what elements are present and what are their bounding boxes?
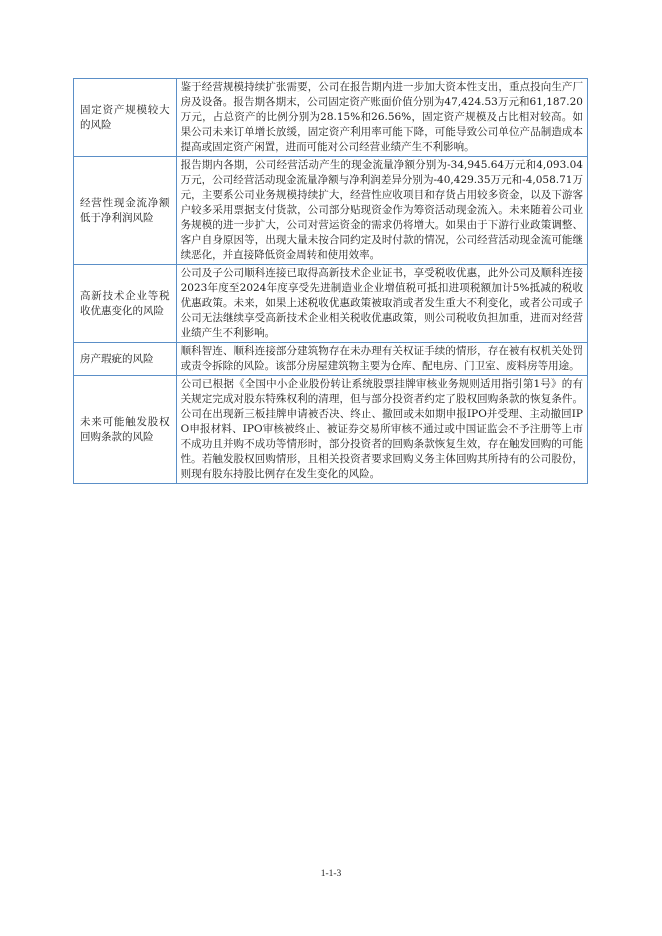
table-row: [74, 376, 588, 484]
page-number: 1-1-3: [320, 869, 342, 879]
risk-description-cell: 公司已根据《全国中小企业股份转让系统股票挂牌审核业务规则适用指引第1号》的有关规定完成对股东特殊权利的清理，但与部分投资者约定了股权回购条款的恢复条件。公司在出现新三板挂牌申请被否决、终止、撤回或未如期申报IPO并受理、主动撤回IPO申报材料、IPO审核被终止、被证券交易所审核不通过或中国证监会不予注册等上市不成功且并购不成功等情形时，部分投资者的回购条款恢复生效，存在触发回购的可能性。若触发股权回购情形，且相关投资者要求回购义务主体回购其所持有的公司股份，则现有股东持股比例存在发生变化的风险。: [176, 376, 587, 484]
risk-factor-table: [73, 78, 588, 484]
risk-description-cell: 鉴于经营规模持续扩张需要，公司在报告期内进一步加大资本性支出，重点投向生产厂房及设备。报告期各期末，公司固定资产账面价值分别为47,424.53万元和61,187.20万元，占总资产的比例分别为28.15%和26.56%，固定资产规模及占比相对较高。如果公司未来订单增长放缓，固定资产利用率可能下降，可能导致公司单位产品制造成本提高或固定资产闲置，进而可能对公司经营业绩产生不利影响。: [176, 79, 587, 157]
table-row: [74, 343, 588, 376]
risk-description-cell: 顺科智连、顺科连接部分建筑物存在未办理有关权证手续的情形，存在被有权机关处罚或责令拆除的风险。该部分房屋建筑物主要为仓库、配电房、门卫室、废料房等用途。: [176, 343, 587, 376]
table-row: [74, 79, 588, 157]
table-row: [74, 265, 588, 343]
risk-name-cell: 未来可能触发股权回购条款的风险: [74, 376, 177, 484]
risk-description-cell: 公司及子公司顺科连接已取得高新技术企业证书，享受税收优惠，此外公司及顺科连接2023年度至2024年度享受先进制造业企业增值税可抵扣进项税额加计5%抵减的税收优惠政策。未来，如果上述税收优惠政策被取消或者发生重大不利变化，或者公司或子公司无法继续享受高新技术企业相关税收优惠政策，则公司税收负担加重，进而对经营业绩产生不利影响。: [176, 265, 587, 343]
table-row: [74, 157, 588, 265]
risk-name-cell: 经营性现金流净额低于净利润风险: [74, 157, 177, 265]
risk-name-cell: 房产瑕疵的风险: [74, 343, 177, 376]
risk-description-cell: 报告期内各期，公司经营活动产生的现金流量净额分别为-34,945.64万元和4,093.04万元，公司经营活动现金流量净额与净利润差异分别为-40,429.35万元和-4,058.71万元，主要系公司业务规模持续扩大，经营性应收项目和存货占用较多资金，以及下游客户较多采用票据支付货款，公司部分贴现资金作为筹资活动现金流入。未来随着公司业务规模的进一步扩大，公司对营运资金的需求仍将增大。如果由于下游行业政策调整、客户自身原因等，出现大量未按合同约定及时付款的情况，公司经营活动现金流可能继续恶化，并直接降低资金周转和使用效率。: [176, 157, 587, 265]
risk-name-cell: 固定资产规模较大的风险: [74, 79, 177, 157]
risk-name-cell: 高新技术企业等税收优惠变化的风险: [74, 265, 177, 343]
